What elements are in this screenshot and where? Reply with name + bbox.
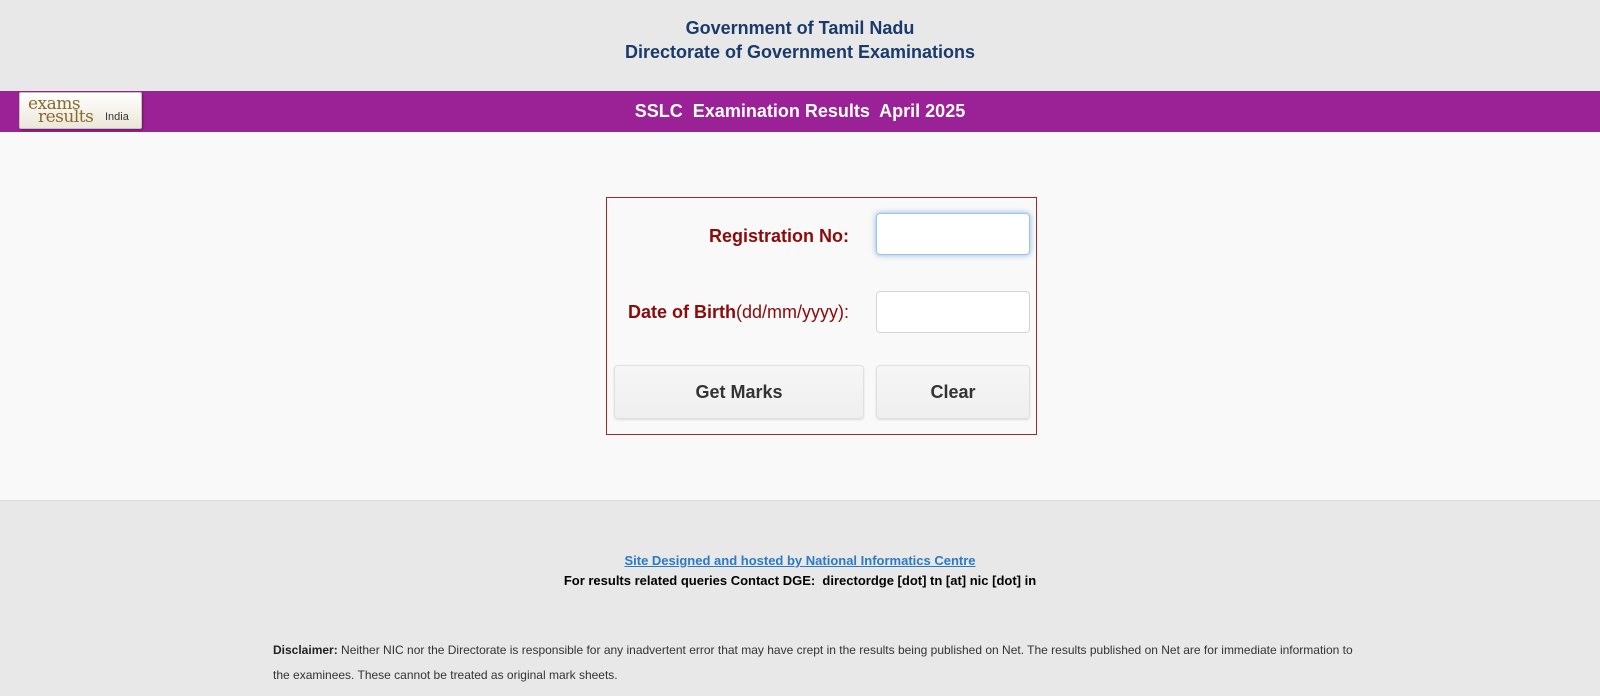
dob-label (628, 302, 849, 323)
results-banner (0, 91, 1600, 132)
registration-label: Registration No: (708, 226, 849, 246)
disclaimer-text: Neither NIC nor the Directorate is responsible for any inadvertent error that may have crept in the results being published on Net. The results published on Net are for immediate information to the examinees. These cannot be treated as original mark sheets. (273, 643, 1353, 682)
clear-button[interactable]: Clear (876, 365, 1030, 419)
logo-word-results: results (38, 107, 94, 127)
results-form (606, 197, 1037, 435)
nic-hosting-link[interactable]: Site Designed and hosted by National Informatics Centre (624, 553, 976, 568)
contact-info: For results related queries Contact DGE: directordge [dot] tn [at] nic [dot] in (563, 573, 1037, 588)
disclaimer (273, 638, 1353, 688)
disclaimer-label: Disclaimer: (273, 643, 338, 657)
banner-title: SSLC Examination Results April 2025 (634, 101, 966, 121)
exams-results-india-logo[interactable] (19, 92, 142, 129)
government-title: Government of Tamil Nadu (685, 18, 915, 38)
dob-label-text: Date of Birth (627, 302, 736, 322)
registration-input[interactable] (876, 213, 1030, 255)
logo-word-india: India (105, 111, 129, 123)
logo-word-exams: exams (28, 94, 81, 114)
directorate-title: Directorate of Government Examinations (624, 42, 976, 62)
dob-input[interactable] (876, 291, 1030, 333)
dob-format-hint: (dd/mm/yyyy): (735, 302, 849, 322)
page-header (0, 0, 1600, 91)
get-marks-button[interactable]: Get Marks (614, 365, 864, 419)
